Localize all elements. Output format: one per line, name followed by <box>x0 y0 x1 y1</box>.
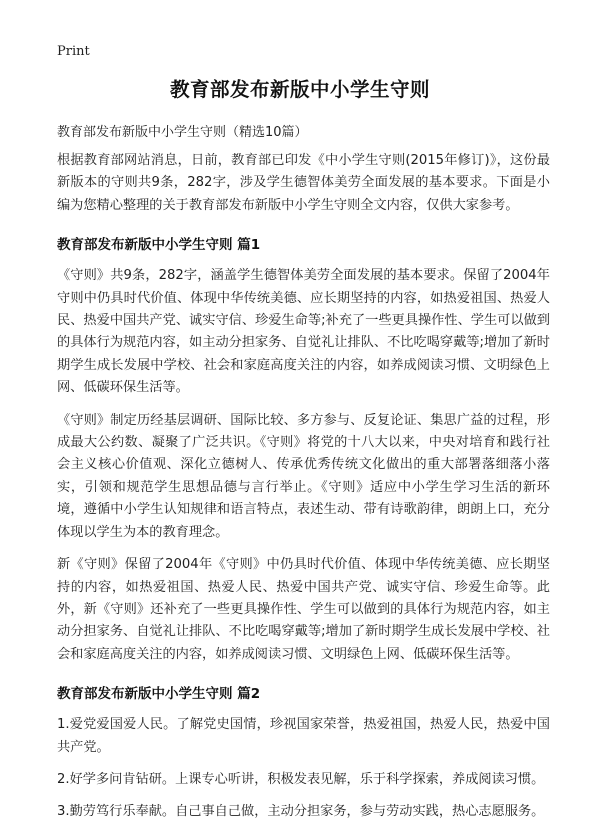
section-1-paragraph: 《守则》制定历经基层调研、国际比较、多方参与、反复论证、集思广益的过程，形成最大公约数、凝聚了广泛共识。《守则》将党的十八大以来，中央对培育和践行社会主义核心价值观、深化立德树人、传承优秀传统文化做出的重大部署落细落小落实，引领和规范学生思想品德与言行举止。《守则》适应中小学生学习生活的新环境，遵循中小学生认知规律和语言特点，表述生动、带有诗歌韵律，朗朗上口，充分体现以学生为本的教育理念。 <box>57 412 550 540</box>
list-item: 2.好学多问肯钻研。上课专心听讲，积极发表见解，乐于科学探索，养成阅读习惯。 <box>57 771 545 787</box>
print-link[interactable]: Print <box>57 44 90 59</box>
section-2-list <box>57 714 550 824</box>
page-title: 教育部发布新版中小学生守则 <box>169 78 430 101</box>
list-item: 3.勤劳笃行乐奉献。自己事自己做，主动分担家务，参与劳动实践，热心志愿服务。 <box>57 804 545 820</box>
intro-paragraph: 根据教育部网站消息，日前，教育部已印发《中小学生守则(2015年修订)》，这份最新版本的守则共9条，282字，涉及学生德智体美劳全面发展的基本要求。下面是小编为您精心整理的关于教育部发布新版中小学生守则全文内容，仅供大家参考。 <box>57 153 550 213</box>
section-2-heading: 教育部发布新版中小学生守则 篇2 <box>57 686 261 703</box>
section-1-paragraph: 《守则》共9条，282字，涵盖学生德智体美劳全面发展的基本要求。保留了2004年守则中仍具时代价值、体现中华传统美德、应长期坚持的内容，如热爱祖国、热爱人民、热爱中国共产党、诚实守信、珍爱生命等;补充了一些更具操作性、学生可以做到的具体行为规范内容，如主动分担家务、自觉礼让排队、不比吃喝穿戴等;增加了新时期学生成长发展中学校、社会和家庭高度关注的内容，如养成阅读习惯、文明绿色上网、低碳环保生活等。 <box>57 268 550 396</box>
section-1-paragraph: 新《守则》保留了2004年《守则》中仍具时代价值、体现中华传统美德、应长期坚持的内容，如热爱祖国、热爱人民、热爱中国共产党、诚实守信、珍爱生命等。此外，新《守则》还补充了一些更具操作性、学生可以做到的具体行为规范内容，如主动分担家务、自觉礼让排队、不比吃喝穿戴等;增加了新时期学生成长发展中学校、社会和家庭高度关注的内容，如养成阅读习惯、文明绿色上网、低碳环保生活等。 <box>57 557 550 662</box>
list-item: 1.爱党爱国爱人民。了解党史国情，珍视国家荣誉，热爱祖国，热爱人民，热爱中国共产党。 <box>57 717 550 755</box>
article-body <box>57 150 550 824</box>
section-1-heading: 教育部发布新版中小学生守则 篇1 <box>57 237 261 254</box>
document-subtitle: 教育部发布新版中小学生守则（精选10篇） <box>57 125 308 140</box>
